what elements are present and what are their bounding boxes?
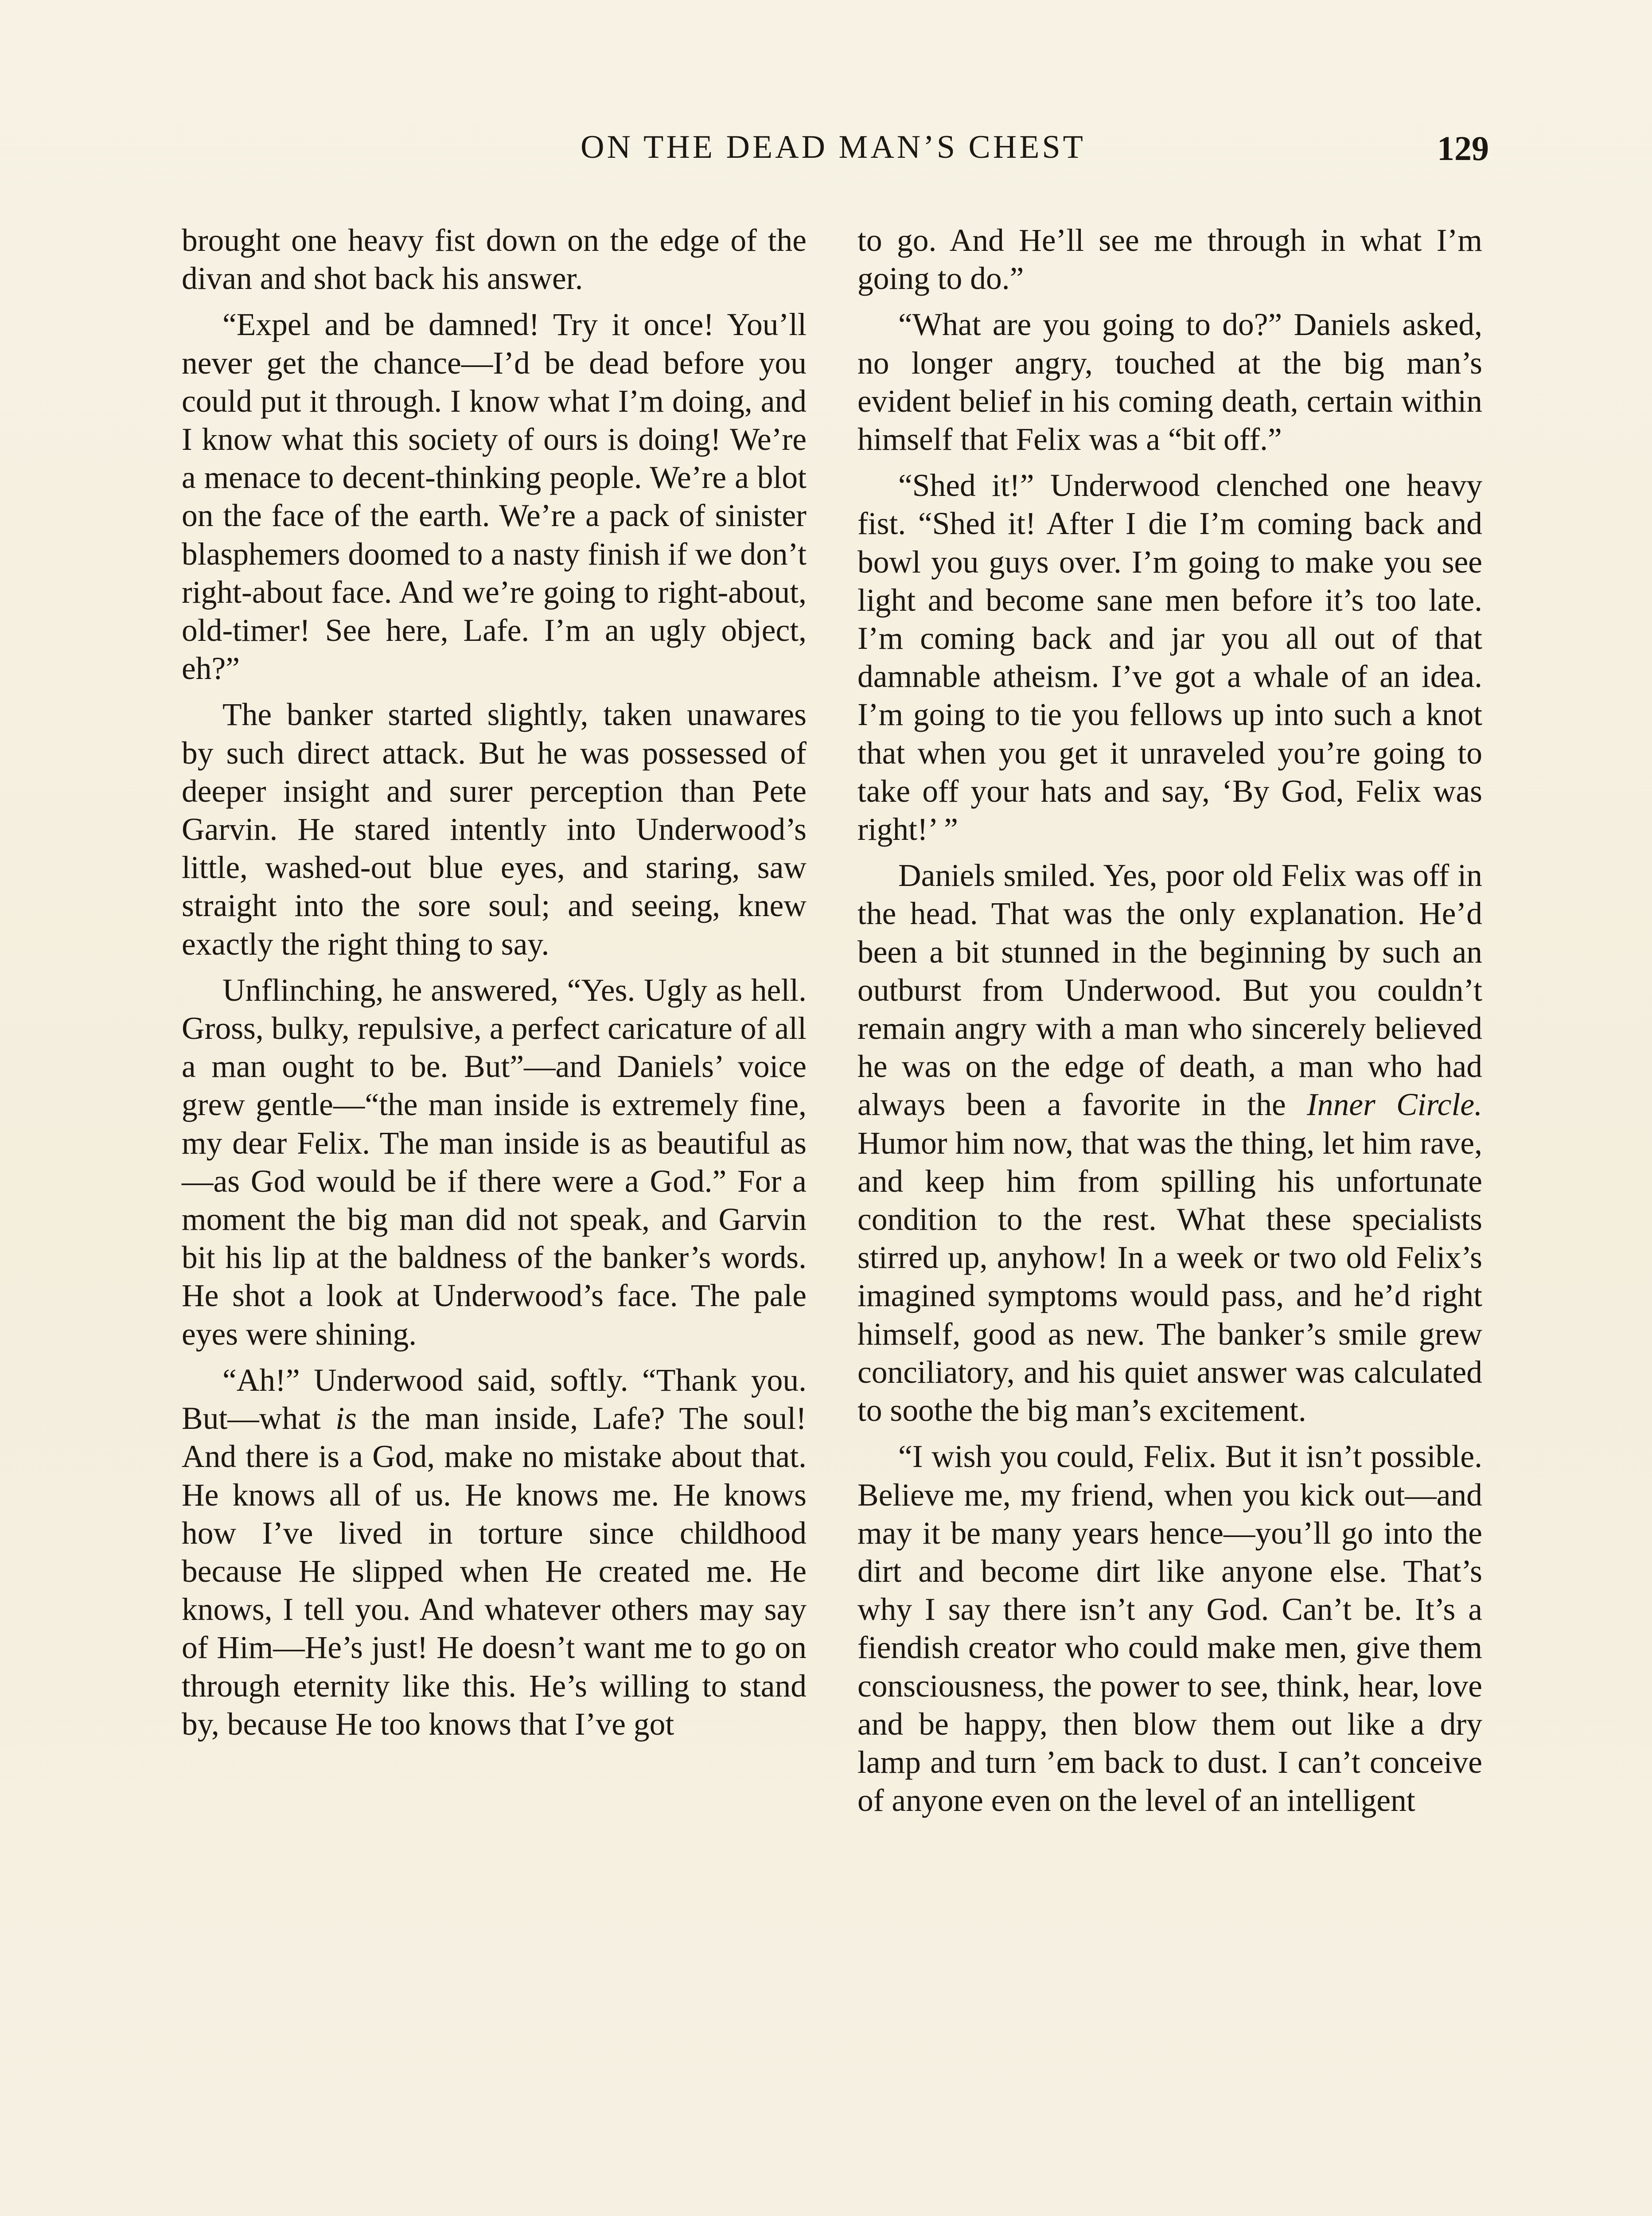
running-title: ON THE DEAD MAN’S CHEST: [581, 129, 1086, 165]
paragraph: to go. And He’ll see me through in what I’m going to do.”: [857, 223, 1482, 297]
paragraph: “What are you going to do?” Daniels asked, no longer angry, touched at the big man’s evident belief in his coming death, certain within himself that Felix was a “bit off.”: [857, 307, 1482, 457]
page-number: 129: [1437, 129, 1489, 168]
right-column: [857, 222, 1482, 1820]
running-head: [182, 129, 1489, 177]
left-column: [182, 222, 807, 1744]
paragraph: [182, 1362, 807, 1744]
paragraph: “Expel and be damned! Try it once! You’ll never get the chance—I’d be dead before you could put it through. I know what I’m doing, and I know what this society of ours is doing! We’re a menace to decent-thinking people. We’re a blot on the face of the earth. We’re a pack of sinister blasphemers doomed to a nasty finish if we don’t right-about face. And we’re going to right-about, old-timer! See here, Lafe. I’m an ugly object, eh?”: [182, 307, 807, 687]
paragraph: brought one heavy fist down on the edge of the divan and shot back his answer.: [182, 223, 807, 297]
paragraph-text: Daniels smiled. Yes, poor old Felix was off in the head. That was the only explanation. He’d been a bit stunned in the beginning by such an outburst from Underwood. But you couldn’t remain angry with a man who sincerely believed he was on the edge of death, a man who had always been a favorite in the: [857, 858, 1482, 1123]
paragraph: Unflinching, he answered, “Yes. Ugly as hell. Gross, bulky, repulsive, a perfect caricature of all a man ought to be. But”—and Daniels’ voice grew gentle—“the man inside is extremely fine, my dear Felix. The man inside is as beautiful as—as God would be if there were a God.” For a moment the big man did not speak, and Garvin bit his lip at the baldness of the banker’s words. He shot a look at Underwood’s face. The pale eyes were shining.: [182, 972, 807, 1352]
paragraph-text: Humor him now, that was the thing, let him rave, and keep him from spilling his unfortunate condition to the rest. What these specialists stirred up, anyhow! In a week or two old Felix’s imagined symptoms would pass, and he’d right himself, good as new. The banker’s smile grew conciliatory, and his quiet answer was calculated to soothe the big man’s excitement.: [857, 1125, 1482, 1428]
paragraph-text: “Ah!” Underwood said, softly. “Thank you. But—what: [182, 1362, 807, 1436]
paragraph: The banker started slightly, taken unawares by such direct attack. But he was possessed of deeper insight and surer perception than Pete Garvin. He stared intently into Underwood’s little, washed-out blue eyes, and staring, saw straight into the sore soul; and seeing, knew exactly the right thing to say.: [182, 697, 807, 962]
emphasis: Inner Circle.: [1306, 1087, 1482, 1123]
paragraph: “Shed it!” Underwood clenched one heavy fist. “Shed it! After I die I’m coming back and bowl you guys over. I’m going to make you see light and become sane men before it’s too late. I’m coming back and jar you all out of that damnable atheism. I’ve got a whale of an idea. I’m going to tie you fellows up into such a knot that when you get it unraveled you’re going to take off your hats and say, ‘By God, Felix was right!’ ”: [857, 468, 1482, 847]
paragraph: [857, 857, 1482, 1430]
emphasis: is: [335, 1401, 357, 1436]
paragraph-text: the man inside, Lafe? The soul! And there is a God, make no mistake about that. He knows all of us. He knows me. He knows how I’ve lived in torture since childhood because He slipped when He created me. He knows, I tell you. And whatever others may say of Him—He’s just! He doesn’t want me to go on through eternity like this. He’s willing to stand by, because He too knows that I’ve got: [182, 1401, 807, 1742]
paragraph: “I wish you could, Felix. But it isn’t possible. Believe me, my friend, when you kick out—and may it be many years hence—you’ll go into the dirt and become dirt like anyone else. That’s why I say there isn’t any God. Can’t be. It’s a fiendish creator who could make men, give them consciousness, the power to see, think, hear, love and be happy, then blow them out like a dry lamp and turn ’em back to dust. I can’t conceive of anyone even on the level of an intelligent: [857, 1439, 1482, 1818]
